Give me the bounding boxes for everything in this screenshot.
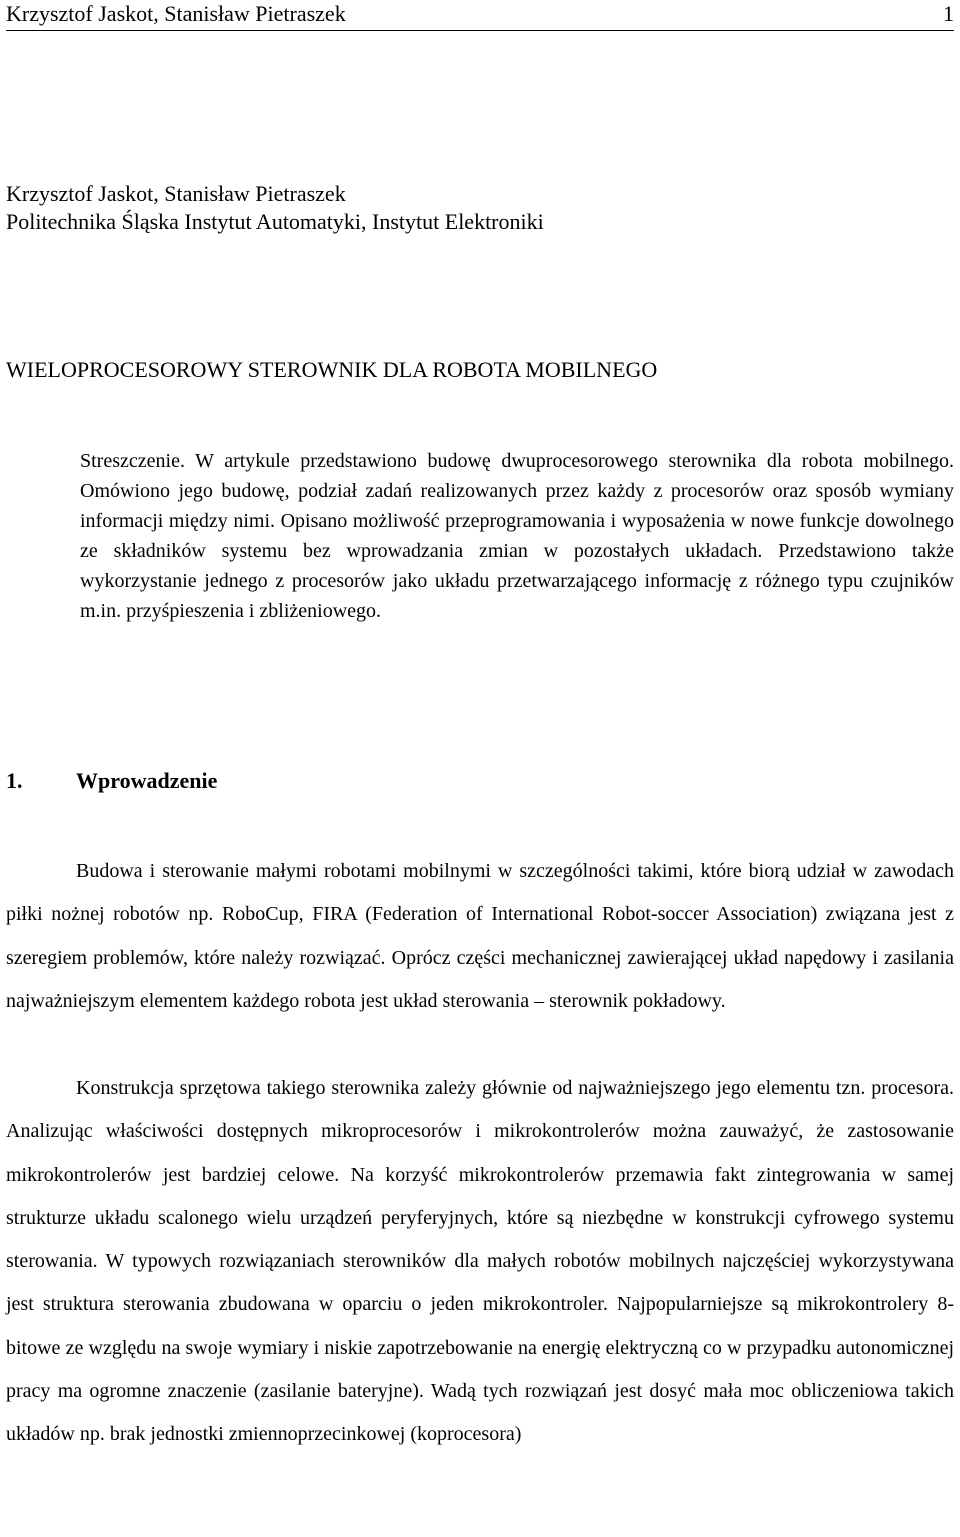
article-affiliation: Politechnika Śląska Instytut Automatyki, Instytut Elektroniki (6, 209, 544, 234)
article-title: WIELOPROCESOROWY STEROWNIK DLA ROBOTA MOBILNEGO (6, 357, 658, 382)
section-title: Wprowadzenie (76, 768, 218, 793)
section-number: 1. (6, 768, 23, 793)
page-number: 1 (943, 1, 954, 26)
abstract-paragraph: Streszczenie. W artykule przedstawiono budowę dwuprocesorowego sterownika dla robota mobilnego. Omówiono jego budowę, podział zadań realizowanych przez każdy z procesorów oraz sposób wymiany informacji między nimi. Opisano możliwość przeprogramowania i wyposażenia w nowe funkcje dowolnego ze składników systemu bez wprowadzania zmian w pozostałych układach. Przedstawiono także wykorzystanie jednego z procesorów jako układu przetwarzającego informację z różnego typu czujników m.in. przyśpieszenia i zbliżeniowego. (80, 450, 954, 622)
running-header (6, 0, 954, 31)
section-heading (6, 767, 217, 795)
article-authors: Krzysztof Jaskot, Stanisław Pietraszek (6, 181, 346, 206)
body-paragraph: Konstrukcja sprzętowa takiego sterownika zależy głównie od najważniejszego jego elementu tzn. procesora. Analizując właściwości dostępnych mikroprocesorów i mikrokontrolerów można zauważyć, że zastosowanie mikrokontrolerów jest bardziej celowe. Na korzyść mikrokontrolerów przemawia fakt zintegrowania w samej strukturze układu scalonego wielu urządzeń peryferyjnych, które są niezbędne w konstrukcji cyfrowego systemu sterowania. W typowych rozwiązaniach sterowników dla małych robotów mobilnych najczęściej wykorzystywana jest struktura sterowania zbudowana w oparciu o jeden mikrokontroler. Najpopularniejsze są mikrokontrolery 8-bitowe ze względu na swoje wymiary i niskie zapotrzebowanie na energię elektryczną co w przypadku autonomicznej pracy ma ogromne znaczenie (zasilanie bateryjne). Wadą tych rozwiązań jest dosyć mała moc obliczeniowa takich układów np. brak jednostki zmiennoprzecinkowej (koprocesora) (6, 1077, 954, 1446)
running-header-authors: Krzysztof Jaskot, Stanisław Pietraszek (6, 1, 346, 26)
body-paragraph: Budowa i sterowanie małymi robotami mobilnymi w szczególności takimi, które biorą udział w zawodach piłki nożnej robotów np. RoboCup, FIRA (Federation of International Robot-soccer Association) związana jest z szeregiem problemów, które należy rozwiązać. Oprócz części mechanicznej zawierającej układ napędowy i zasilania najważniejszym elementem każdego robota jest układ sterowania – sterownik pokładowy. (6, 860, 954, 1012)
